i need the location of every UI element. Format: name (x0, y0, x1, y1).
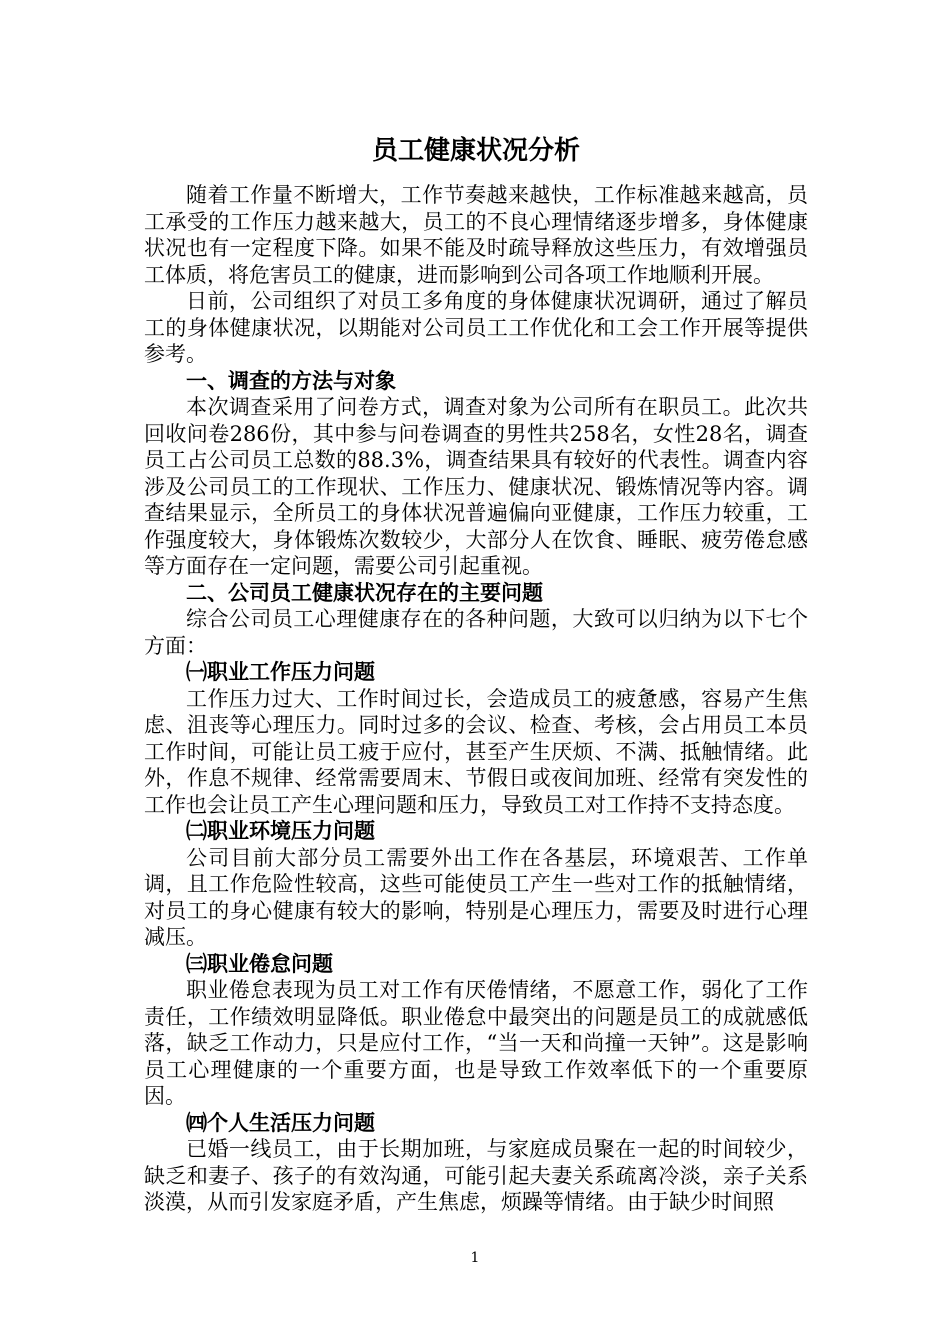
subsection-2-paragraph: 公司目前大部分员工需要外出工作在各基层，环境艰苦、工作单调，且工作危险性较高，这些可能使员工产生一些对工作的抵触情绪，对员工的身心健康有较大的影响，特别是心理压力，需要及时进行心理减压。 (144, 845, 808, 949)
subsection-3-heading: ㈢职业倦怠问题 (186, 951, 333, 976)
subsection-2-heading: ㈡职业环境压力问题 (186, 819, 375, 843)
intro-paragraph-2: 日前，公司组织了对员工多角度的身体健康状况调研，通过了解员工的身体健康状况，以期能对公司员工工作优化和工会工作开展等提供参考。 (144, 289, 808, 366)
intro-paragraph-1: 随着工作量不断增大，工作节奏越来越快，工作标准越来越高，员工承受的工作压力越来越大，员工的不良心理情绪逐步增多，身体健康状况也有一定程度下降。如果不能及时疏导释放这些压力，有效增强员工体质，将危害员工的健康，进而影响到公司各项工作地顺利开展。 (144, 183, 808, 287)
section-2-paragraph: 综合公司员工心理健康存在的各种问题，大致可以归纳为以下七个方面： (144, 607, 808, 658)
subsection-3-paragraph: 职业倦怠表现为员工对工作有厌倦情绪，不愿意工作，弱化了工作责任，工作绩效明显降低。职业倦怠中最突出的问题是员工的成就感低落，缺乏工作动力，只是应付工作，“当一天和尚撞一天钟”。这是影响员工心理健康的一个重要方面，也是导致工作效率低下的一个重要原因。 (144, 978, 808, 1108)
page-number: 1 (470, 1250, 480, 1266)
section-1-paragraph: 本次调查采用了问卷方式，调查对象为公司所有在职员工。此次共回收问卷286份，其中参与问卷调查的男性共258名，女性28名，调查员工占公司员工总数的88.3%，调查结果具有较好的代表性。调查内容涉及公司员工的工作现状、工作压力、健康状况、锻炼情况等内容。调查结果显示，全所员工的身体状况普遍偏向亚健康，工作压力较重，工作强度较大，身体锻炼次数较少，大部分人在饮食、睡眠、疲劳倦怠感等方面存在一定问题，需要公司引起重视。 (144, 395, 808, 578)
subsection-4-heading: ㈣个人生活压力问题 (186, 1110, 375, 1135)
subsection-1-paragraph: 工作压力过大、工作时间过长，会造成员工的疲惫感，容易产生焦虑、沮丧等心理压力。同时过多的会议、检查、考核，会占用员工本员工作时间，可能让员工疲于应付，甚至产生厌烦、不满、抵触情绪。此外，作息不规律、经常需要周末、节假日或夜间加班、经常有突发性的工作也会让员工产生心理问题和压力，导致员工对工作持不支持态度。 (144, 686, 808, 817)
section-2-heading: 二、公司员工健康状况存在的主要问题 (186, 580, 543, 605)
document-title: 员工健康状况分析 (371, 136, 580, 166)
document-body (144, 134, 808, 1216)
subsection-1-heading: ㈠职业工作压力问题 (186, 660, 375, 684)
subsection-4-paragraph: 已婚一线员工，由于长期加班，与家庭成员聚在一起的时间较少，缺乏和妻子、孩子的有效沟通，可能引起夫妻关系疏离冷淡，亲子关系淡漠，从而引发家庭矛盾，产生焦虑，烦躁等情绪。由于缺少时间照 (144, 1137, 808, 1214)
section-1-heading: 一、调查的方法与对象 (186, 368, 396, 393)
